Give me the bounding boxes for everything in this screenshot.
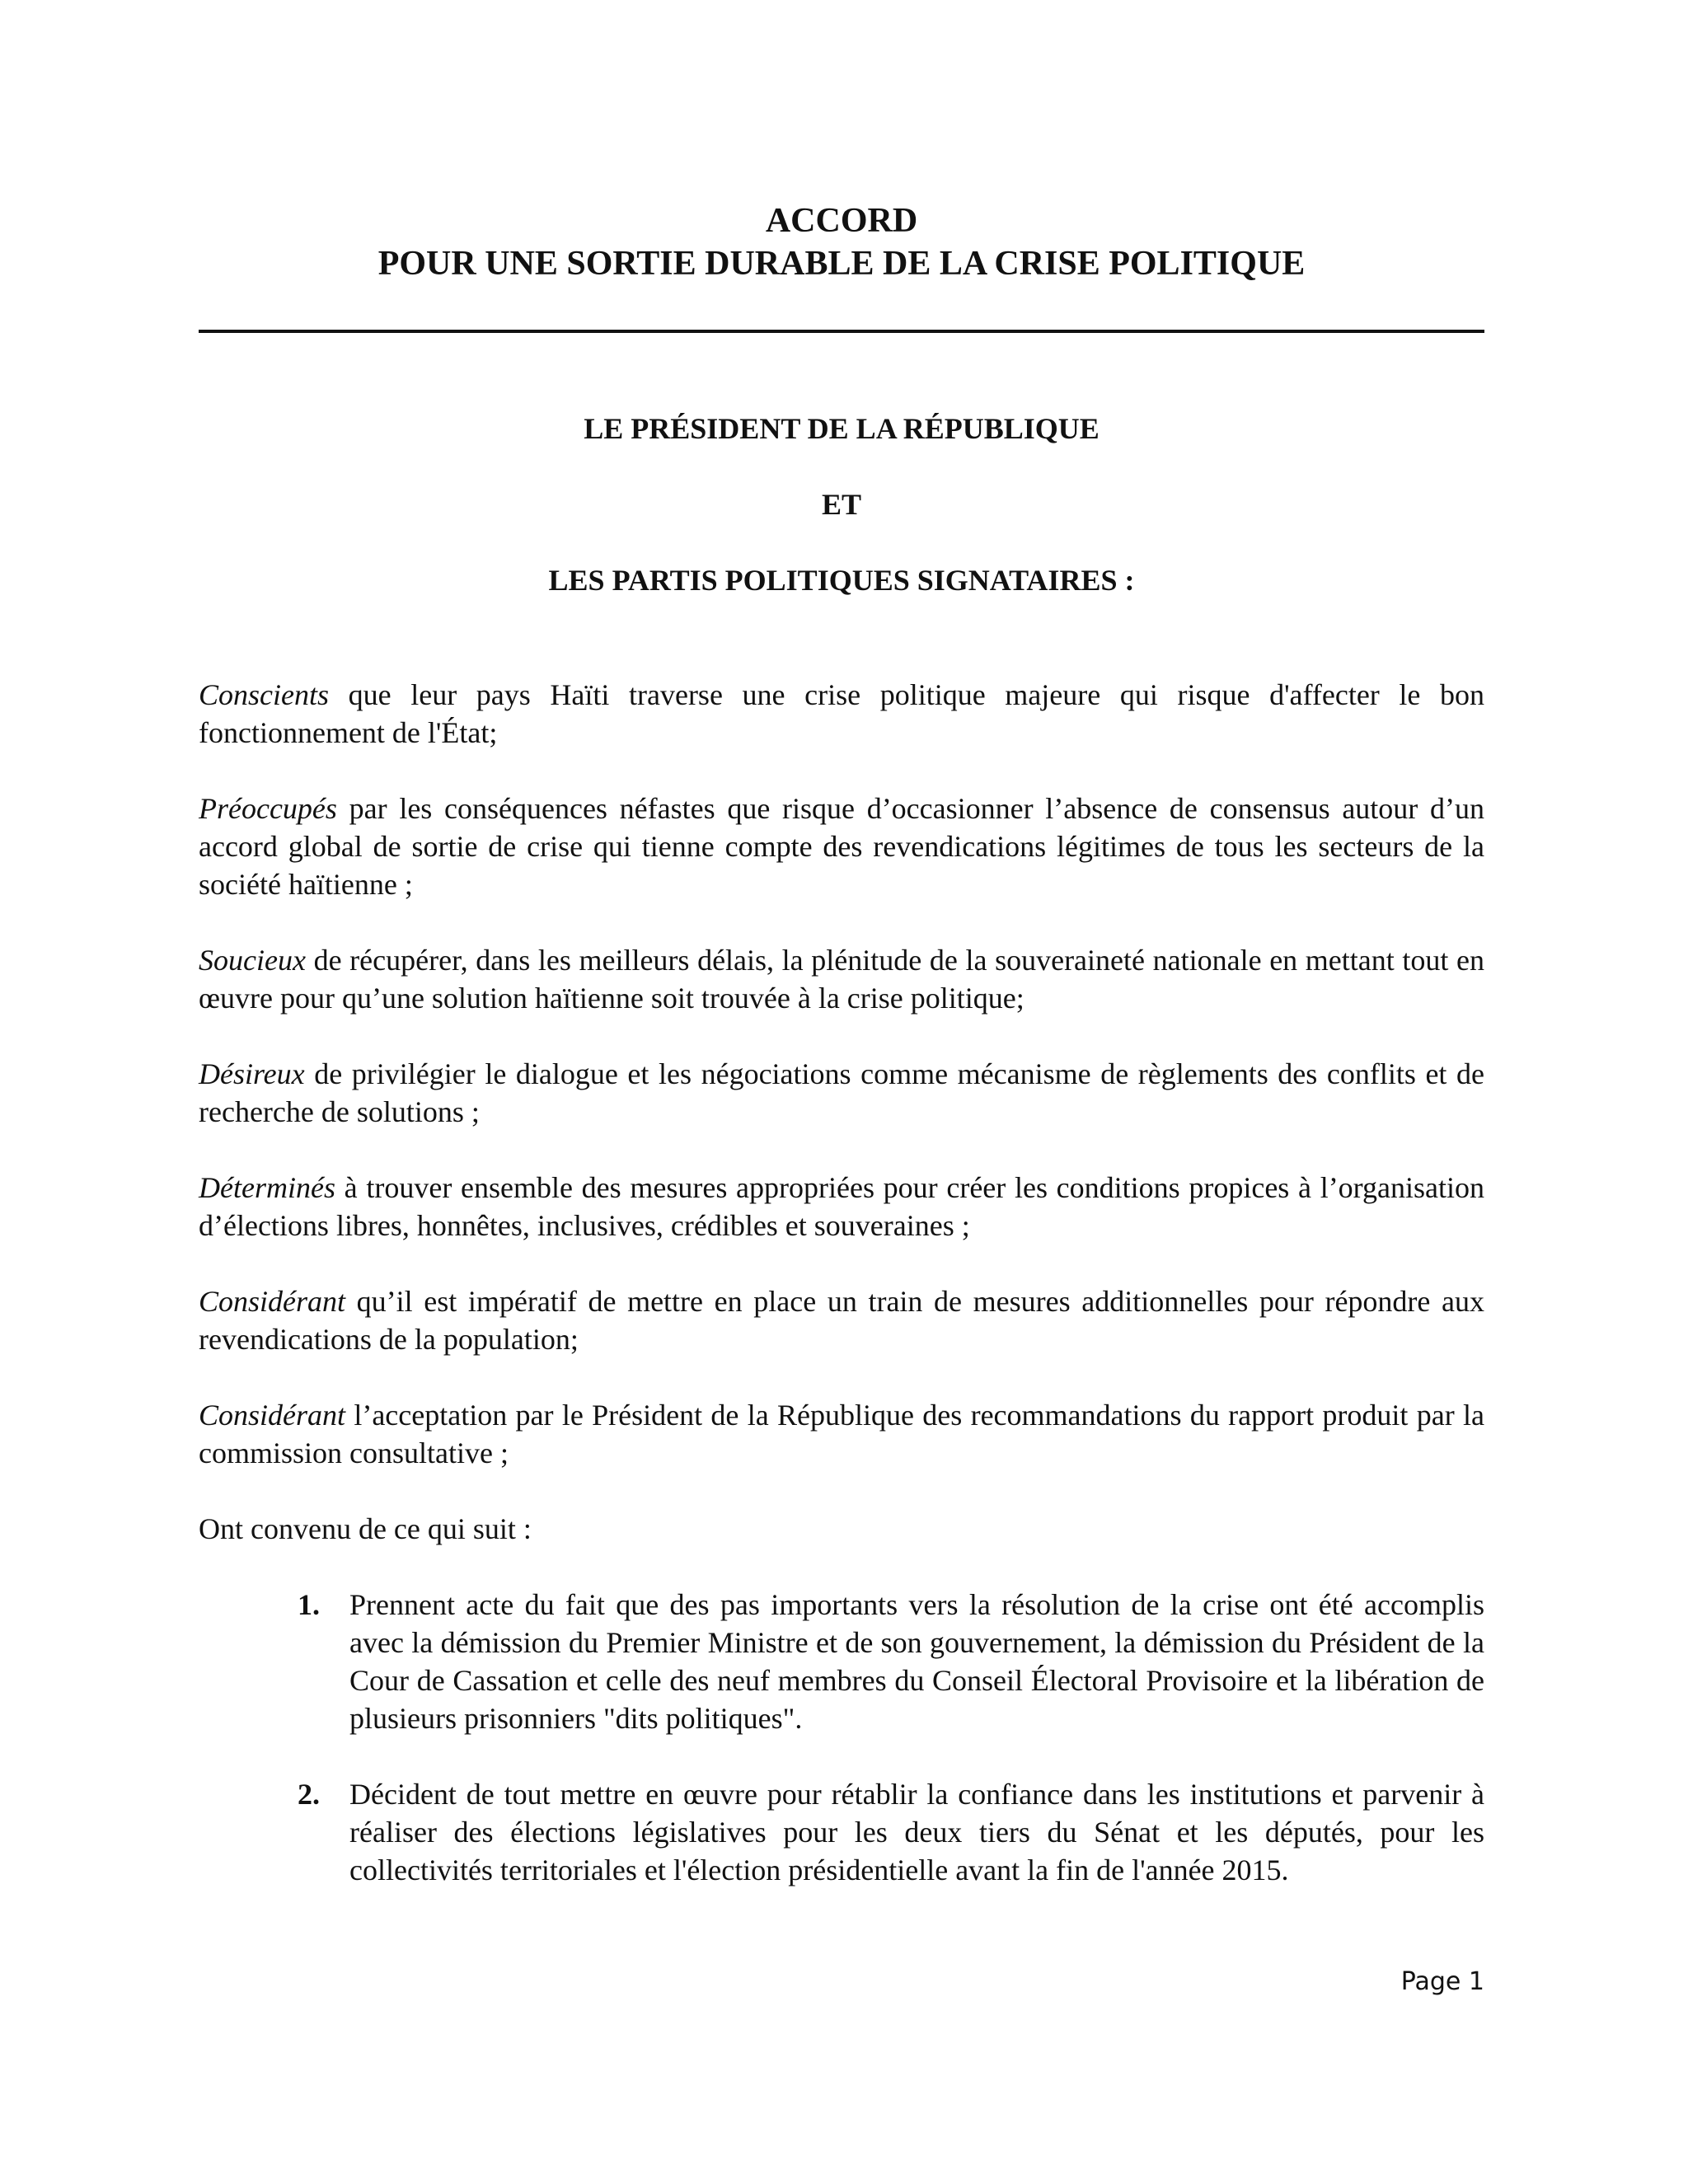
title-divider	[199, 330, 1484, 333]
consideration-keyword: Considérant	[199, 1399, 346, 1432]
consideration-text: de privilégier le dialogue et les négociations comme mécanisme de règlements des conflits et de recherche de solutions ;	[199, 1057, 1484, 1128]
consideration-keyword: Considérant	[199, 1285, 346, 1318]
consideration-text: de récupérer, dans les meilleurs délais, la plénitude de la souveraineté nationale en mettant tout en œuvre pour qu’une solution haïtienne soit trouvée à la crise politique;	[199, 944, 1484, 1015]
consideration-paragraph	[199, 790, 1484, 903]
consideration-keyword: Préoccupés	[199, 792, 337, 825]
agreement-intro: Ont convenu de ce qui suit :	[199, 1512, 532, 1545]
consideration-paragraph	[199, 1396, 1484, 1472]
conjunction-heading: ET	[821, 488, 862, 521]
consideration-paragraph	[199, 1169, 1484, 1244]
consideration-text: l’acceptation par le Président de la République des recommandations du rapport produit par la commission consultative ;	[199, 1399, 1484, 1469]
article-text: Prennent acte du fait que des pas importants vers la résolution de la crise ont été accomplis avec la démission du Premier Ministre et de son gouvernement, la démission du Président de la Cour de Cassation et celle des neuf membres du Conseil Électoral Provisoire et la libération de plusieurs prisonniers "dits politiques".	[349, 1588, 1484, 1735]
consideration-keyword: Conscients	[199, 678, 329, 711]
consideration-keyword: Désireux	[199, 1057, 305, 1090]
party-heading-signatories: LES PARTIS POLITIQUES SIGNATAIRES :	[548, 564, 1135, 597]
consideration-text: par les conséquences néfastes que risque d’occasionner l’absence de consensus autour d’un accord global de sortie de crise qui tienne compte des revendications légitimes de tous les secteurs de la société haïtienne ;	[199, 792, 1484, 901]
page-number: Page 1	[1400, 1967, 1484, 1996]
consideration-text: que leur pays Haïti traverse une crise politique majeure qui risque d'affecter le bon fonctionnement de l'État;	[199, 678, 1484, 749]
article-number: 1.	[298, 1588, 320, 1621]
document-title-line1: ACCORD	[765, 202, 918, 240]
document-title-line2: POUR UNE SORTIE DURABLE DE LA CRISE POLITIQUE	[377, 245, 1306, 283]
consideration-text: qu’il est impératif de mettre en place un train de mesures additionnelles pour répondre aux revendications de la population;	[199, 1285, 1484, 1356]
consideration-keyword: Déterminés	[199, 1171, 335, 1204]
party-heading-president: LE PRÉSIDENT DE LA RÉPUBLIQUE	[584, 412, 1100, 445]
consideration-text: à trouver ensemble des mesures appropriées pour créer les conditions propices à l’organisation d’élections libres, honnêtes, inclusives, crédibles et souveraines ;	[199, 1171, 1484, 1242]
consideration-paragraph	[199, 676, 1484, 752]
article-text: Décident de tout mettre en œuvre pour rétablir la confiance dans les institutions et parvenir à réaliser des élections législatives pour les deux tiers du Sénat et les députés, pour les collectivités territoriales et l'élection présidentielle avant la fin de l'année 2015.	[349, 1778, 1484, 1886]
consideration-paragraph	[199, 1282, 1484, 1358]
consideration-paragraph	[199, 941, 1484, 1017]
consideration-keyword: Soucieux	[199, 944, 306, 977]
document-page	[199, 0, 1484, 2184]
consideration-paragraph	[199, 1055, 1484, 1131]
article-number: 2.	[298, 1778, 320, 1811]
